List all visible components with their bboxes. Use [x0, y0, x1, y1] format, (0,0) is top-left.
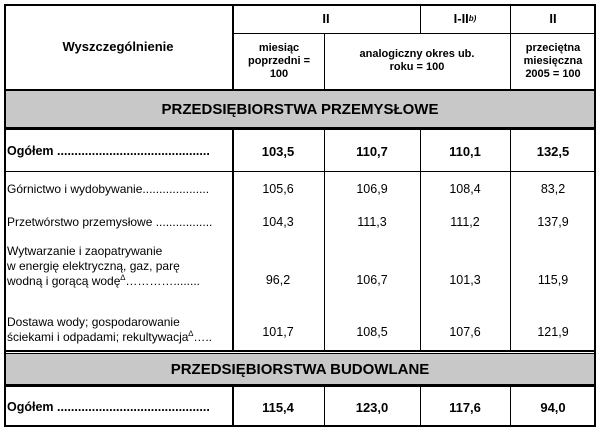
col-divider	[420, 4, 421, 33]
table-cell: 101,3	[449, 273, 481, 287]
table-cell: 132,5	[536, 143, 570, 159]
col-divider	[420, 130, 421, 350]
table-cell: 94,0	[540, 399, 566, 415]
section-bottom	[4, 127, 596, 130]
border-left	[4, 4, 6, 427]
table-cell: 107,6	[449, 325, 481, 339]
table-cell: 106,7	[356, 273, 388, 287]
table-cell: 123,0	[355, 399, 389, 415]
col-divider	[324, 130, 325, 350]
table-row-label: Ogółem ............................................	[7, 143, 210, 158]
table-cell: 111,2	[450, 215, 480, 229]
table-row-label: Górnictwo i wydobywanie ....................	[7, 181, 210, 196]
section-top	[4, 350, 596, 352]
col-divider	[420, 387, 421, 427]
table-cell: 104,3	[262, 215, 294, 229]
table-cell: 121,9	[537, 325, 569, 339]
border-top	[4, 4, 596, 6]
table-cell: 105,6	[262, 182, 294, 196]
table-row-label: Przetwórstwo przemysłowe .................	[7, 214, 213, 229]
table-cell: 110,7	[356, 143, 388, 159]
table-cell: 110,1	[449, 143, 481, 159]
col-divider	[324, 387, 325, 427]
col-divider	[232, 387, 234, 427]
table-row-label: Dostawa wody; gospodarowanie ściekami i odpadami; rekultywacja∆…..	[7, 315, 212, 344]
table-cell: 111,3	[357, 215, 387, 229]
section-title-construction: PRZEDSIĘBIORSTWA BUDOWLANE	[4, 354, 596, 384]
col-divider	[324, 33, 325, 91]
table-cell: 108,5	[356, 325, 388, 339]
col-divider	[232, 130, 234, 350]
header-col-period: I-II b)	[453, 11, 477, 26]
table-cell: 117,6	[449, 399, 481, 415]
header-label-text: Wyszczególnienie	[62, 39, 174, 54]
col-divider	[510, 4, 511, 91]
header-label-column	[4, 4, 232, 89]
table-cell: 115,9	[537, 273, 569, 287]
header-col-average: II	[549, 11, 557, 26]
subheader-same-period: analogiczny okres ub. roku = 100	[359, 48, 475, 73]
table-cell: 137,9	[537, 215, 569, 229]
col-divider	[510, 130, 511, 350]
col-divider	[232, 4, 234, 91]
header-bottom	[4, 89, 596, 91]
table-cell: 106,9	[356, 182, 388, 196]
table-cell: 96,2	[265, 273, 291, 287]
table-cell: 103,5	[261, 143, 295, 159]
header-col-month: II	[322, 11, 330, 26]
section-title-industry: PRZEDSIĘBIORSTWA PRZEMYSŁOWE	[4, 91, 596, 127]
border-bottom	[4, 425, 596, 427]
section-top	[4, 353, 596, 354]
table-cell: 108,4	[449, 182, 481, 196]
section-bottom	[4, 384, 596, 387]
row-divider	[4, 171, 596, 172]
border-right	[594, 4, 596, 427]
subheader-prev-month: miesiąc poprzedni = 100	[247, 41, 311, 80]
index-table	[4, 4, 596, 427]
table-cell: 83,2	[540, 182, 566, 196]
table-cell: 101,7	[262, 325, 294, 339]
table-row-label: Ogółem ............................................	[7, 399, 210, 414]
col-divider	[510, 387, 511, 427]
subheader-average: przeciętna miesięczna 2005 = 100	[523, 41, 583, 80]
header-divider	[232, 33, 596, 34]
table-cell: 115,4	[262, 399, 294, 415]
table-row-label: Wytwarzanie i zaopatrywanie w energię elektryczną, gaz, parę wodną i gorącą wodę∆…………........	[7, 244, 200, 288]
